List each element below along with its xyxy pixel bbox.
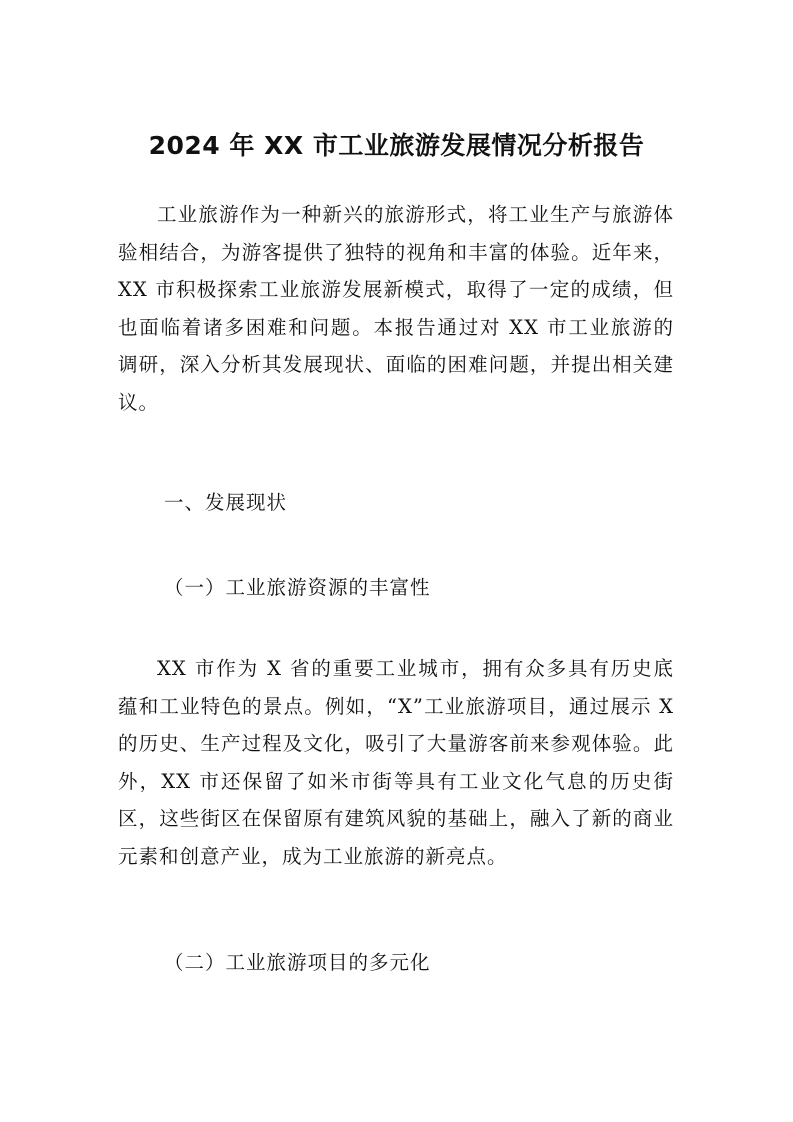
subsection-heading-diversification: （二）工业旅游项目的多元化 xyxy=(164,951,431,974)
subsection-heading-resources: （一）工业旅游资源的丰富性 xyxy=(164,576,431,599)
document-title: 2024 年 XX 市工业旅游发展情况分析报告 xyxy=(148,131,645,160)
section-heading-development-status: 一、发展现状 xyxy=(164,491,288,514)
intro-paragraph: 工业旅游作为一种新兴的旅游形式，将工业生产与旅游体验相结合，为游客提供了独特的视角和丰富的体验。近年来，XX 市积极探索工业旅游发展新模式，取得了一定的成绩，但也面临着诸多困难和问题。本报告通过对 XX 市工业旅游的调研，深入分析其发展现状、面临的困难问题，并提出相关建议。 xyxy=(118,203,674,414)
resources-paragraph: XX 市作为 X 省的重要工业城市，拥有众多具有历史底蕴和工业特色的景点。例如，“X”工业旅游项目，通过展示 X 的历史、生产过程及文化，吸引了大量游客前来参观体验。此外，XX 市还保留了如米市街等具有工业文化气息的历史街区，这些街区在保留原有建筑风貌的基础上，融入了新的商业元素和创意产业，成为工业旅游的新亮点。 xyxy=(118,657,674,868)
